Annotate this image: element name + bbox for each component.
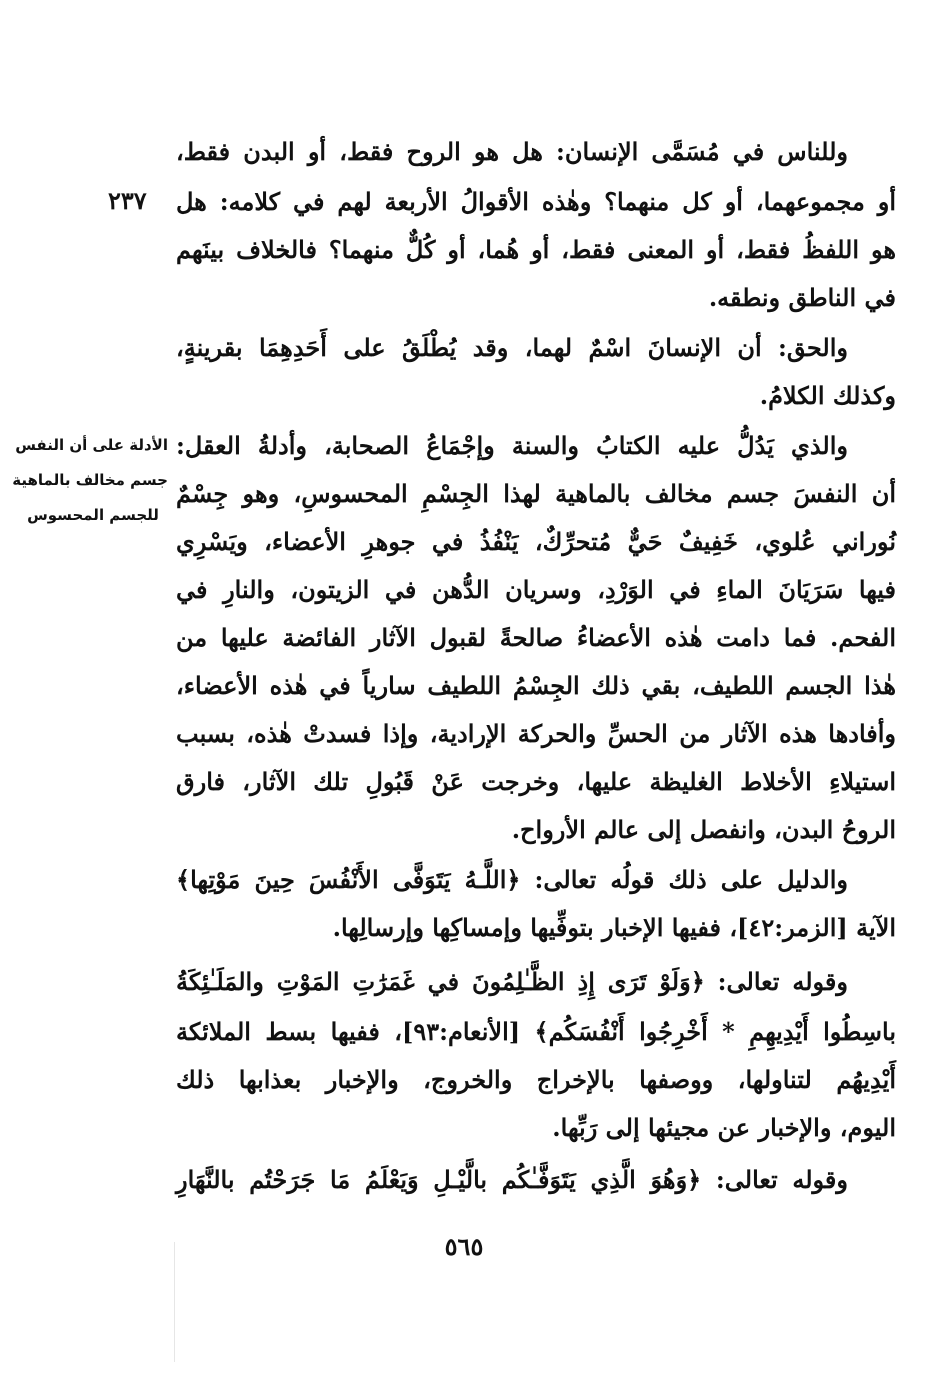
margin-note-line: جسم مخالف بالماهية [12,471,168,489]
text-line: نُوراني عُلوي، خَفِيفٌ حَيٌّ مُتحرِّكٌ، يَنْفُذُ في جوهرِ الأعضاء، ويَسْرِي [176,527,896,556]
text-line: الفحم. فما دامت هٰذه الأعضاءُ صالحةً لقبول الآثار الفائضة عليها من [176,623,896,652]
text-line: والحق: أن الإنسانَ اسْمٌ لهما، وقد يُطْلَقُ على أَحَدِهِمَا بقرينةٍ، [176,333,848,362]
text-line: أو مجموعهما، أو كل منهما؟ وهٰذه الأقوالُ الأربعة لهم في كلامه: هل [176,187,896,216]
text-line: والذي يَدُلُّ عليه الكتابُ والسنة وإجْمَاعُ الصحابة، وأدلةُ العقل: [176,431,848,460]
scan-edge-divider [174,1242,175,1362]
text-line: في الناطق ونطقه. [708,283,896,312]
text-line: هو اللفظُ فقط، أو المعنى فقط، أو هُما، أو كُلٌّ منهما؟ فالخلاف بينَهم [176,235,896,264]
text-line: باسِطُوا أَيْدِيهِمِ * أَخْرِجُوا أَنْفُسَكُم﴾ [الأنعام:٩٣]، ففيها بسط الملائكة [176,1017,896,1046]
text-line: وأفادها هذه الآثار من الحسِّ والحركة الإرادية، وإذا فسدتْ هٰذه، بسبب [176,719,896,748]
text-line: وقوله تعالى: ﴿وَهُوَ الَّذِي يَتَوَفَّـٰكُم بالَّيْـلِ وَيَعْلَمُ مَا جَرَحْتُم بالنَّهَارِ [176,1165,848,1194]
margin-note-line: الأدلة على أن النفس [15,436,168,454]
text-line: وللناس في مُسَمَّى الإنسان: هل هو الروح فقط، أو البدن فقط، [176,137,848,166]
text-line: اليوم، والإخبار عن مجيئها إلى رَبِّها. [552,1113,896,1142]
text-line: وكذلك الكلامُ. [759,381,896,410]
text-line: الآية [الزمر:٤٢]، ففيها الإخبار بتوفِّيها وإمساكِها وإرسالِها. [332,913,896,942]
side-reference-number: ٢٣٧ [108,186,147,215]
text-line: الروحُ البدن، وانفصل إلى عالم الأرواح. [511,815,896,844]
text-line: أَيْدِيهُم لتناولها، ووصفها بالإخراج والخروج، والإخبار بعذابها ذلك [176,1065,896,1094]
text-line: وقوله تعالى: ﴿وَلَوْ تَرَى إِذِ الظَّـٰلِمُونَ في غَمَرَٰتِ المَوْتِ والمَلَـٰئِكَةُ [176,967,848,996]
page-number: ٥٦٥ [444,1232,484,1261]
text-line: والدليل على ذلك قولُه تعالى: ﴿اللَّـهُ يَتَوَفَّى الأَنْفُسَ حِينَ مَوْتِها﴾ [176,865,848,894]
text-line: فيها سَرَيَانَ الماءِ في الوَرْدِ، وسريان الدُّهن في الزيتون، والنارِ في [176,575,896,604]
text-line: استيلاءِ الأخلاط الغليظة عليها، وخرجت عَنْ قَبُولِ تلك الآثار، فارق [176,767,896,796]
margin-note [12,428,168,533]
text-line: هٰذا الجسم اللطيف، بقي ذلك الجِسْمُ اللطيف سارياً في هٰذه الأعضاء، [176,671,896,700]
text-line: أن النفسَ جسم مخالف بالماهية لهذا الجِسْمِ المحسوسِ، وهو جِسْمٌ [176,479,896,508]
margin-note-line: للجسم المحسوس [27,506,159,524]
